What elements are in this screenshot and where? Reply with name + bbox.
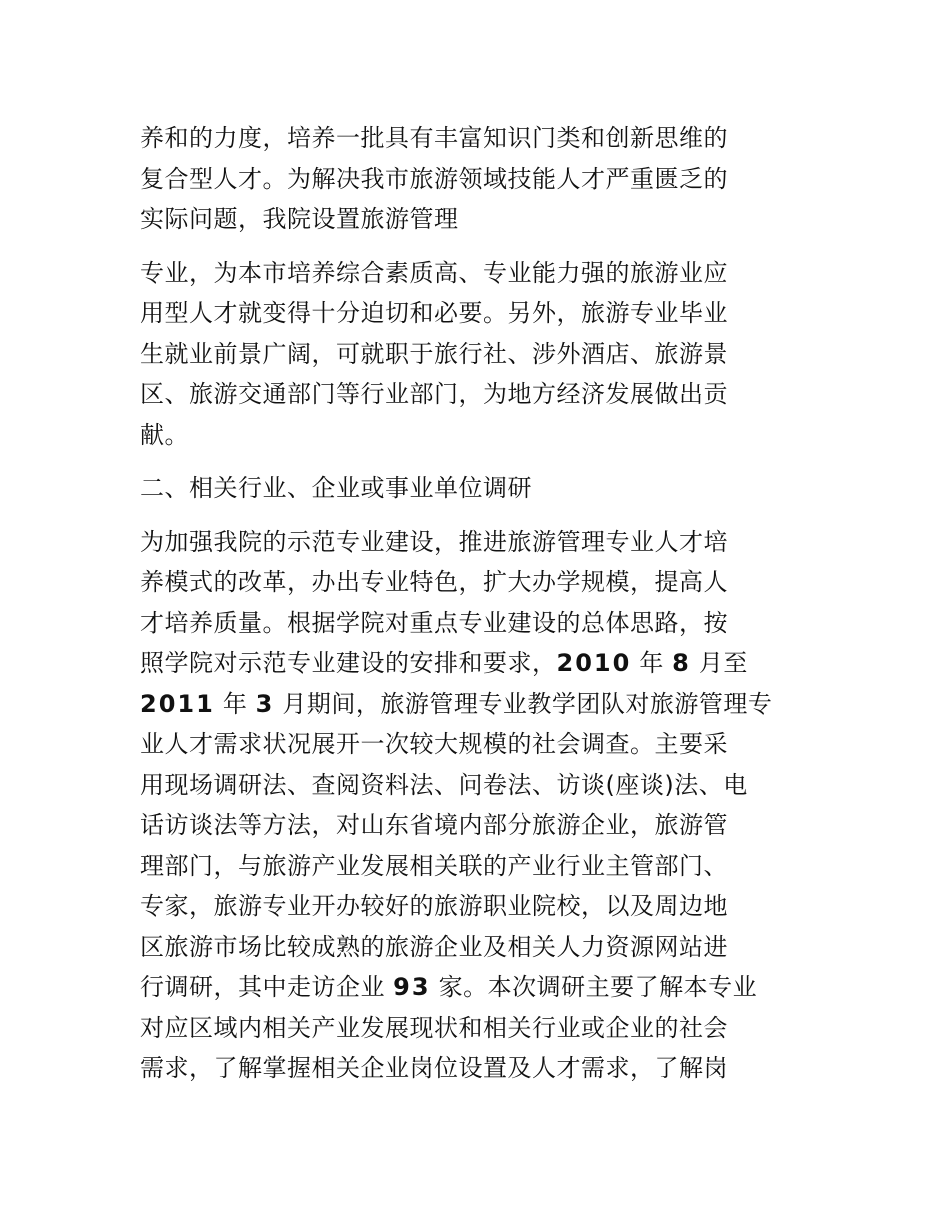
text-line: 才培养质量。根据学院对重点专业建设的总体思路，按 bbox=[140, 608, 728, 637]
heading-text: 二、相关行业、企业或事业单位调研 bbox=[140, 474, 532, 502]
text-line bbox=[140, 643, 815, 684]
text-segment: 行调研，其中走访企业 bbox=[140, 973, 394, 1001]
text-line: 专业，为本市培养综合素质高、专业能力强的旅游业应 bbox=[140, 258, 728, 287]
text-segment: 月至 bbox=[690, 649, 748, 677]
year-number: 2011 bbox=[140, 689, 215, 718]
text-line: 话访谈法等方法，对山东省境内部分旅游企业，旅游管 bbox=[140, 811, 728, 839]
paragraph-1 bbox=[140, 118, 815, 240]
text-line: 献。 bbox=[140, 420, 189, 449]
document-page bbox=[140, 118, 815, 1089]
text-line: 理部门，与旅游产业发展相关联的产业行业主管部门、 bbox=[140, 851, 728, 880]
text-line bbox=[140, 967, 815, 1008]
text-line: 养和的力度，培养一批具有丰富知识门类和创新思维的 bbox=[140, 124, 728, 152]
text-line: 对应区域内相关产业发展现状和相关行业或企业的社会 bbox=[140, 1013, 728, 1042]
text-line: 业人才需求状况展开一次较大规模的社会调查。主要采 bbox=[140, 730, 728, 758]
month-number: 3 bbox=[255, 689, 275, 718]
text-line: 生就业前景广阔，可就职于旅行社、涉外酒店、旅游景 bbox=[140, 339, 728, 368]
text-segment: 月期间，旅游管理专业教学团队对旅游管理专 bbox=[274, 689, 773, 718]
text-segment: 家。本次调研主要了解本专业 bbox=[430, 973, 758, 1001]
text-line: 养模式的改革，办出专业特色，扩大办学规模，提高人 bbox=[140, 568, 728, 596]
text-line bbox=[140, 684, 815, 725]
text-line: 复合型人才。为解决我市旅游领域技能人才严重匮乏的 bbox=[140, 164, 728, 193]
text-line: 用型人才就变得十分迫切和必要。另外，旅游专业毕业 bbox=[140, 299, 728, 327]
text-line: 区、旅游交通部门等行业部门，为地方经济发展做出贡 bbox=[140, 380, 728, 408]
text-line: 用现场调研法、查阅资料法、问卷法、访谈(座谈)法、电 bbox=[140, 770, 748, 799]
paragraph-3 bbox=[140, 522, 815, 1089]
text-line: 实际问题，我院设置旅游管理 bbox=[140, 205, 459, 233]
text-segment: 年 bbox=[631, 649, 673, 677]
year-number: 2010 bbox=[556, 649, 632, 677]
text-line: 区旅游市场比较成熟的旅游企业及相关人力资源网站进 bbox=[140, 932, 728, 961]
text-segment: 照学院对示范专业建设的安排和要求， bbox=[140, 649, 557, 677]
section-heading bbox=[140, 468, 815, 509]
text-line: 专家，旅游专业开办较好的旅游职业院校，以及周边地 bbox=[140, 892, 728, 920]
count-number: 93 bbox=[393, 973, 431, 1001]
text-line: 为加强我院的示范专业建设，推进旅游管理专业人才培 bbox=[140, 527, 728, 556]
paragraph-2 bbox=[140, 253, 815, 456]
month-number: 8 bbox=[672, 649, 691, 677]
text-segment: 年 bbox=[214, 689, 256, 718]
text-line: 需求，了解掌握相关企业岗位设置及人才需求，了解岗 bbox=[140, 1054, 728, 1082]
